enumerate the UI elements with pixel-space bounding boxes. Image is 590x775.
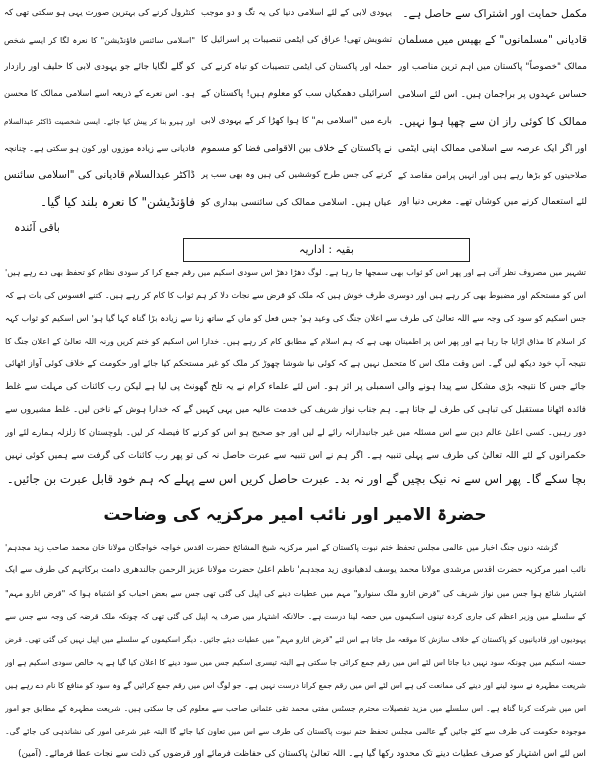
text-line: نے پاکستان کے خلاف بین الاقوامی فضا کو مسموم [201, 143, 392, 154]
text-line: صلاحیتوں کو بڑھا رہے ہیں اور انہیں پرامن مقاصد کے [398, 170, 587, 180]
text-line: بچا سکے گا۔ پھر اس سے نہ نیک بچیں گے اور نہ بد۔ عبرت حاصل کریں اس سے پہلے کہ ہم خود قابل عبرت بن جائیں۔ [6, 472, 586, 486]
text-line: اور اگر ایک عرصہ سے اسلامی ممالک اپنی ایٹمی [398, 143, 587, 154]
text-line: یہودیوں اور قادیانیوں کو پاکستان کے خلاف سازش کا موقعہ مل جاتا ہے اس لئے "قرض اتارو مہم" میں عطیات دیئے جائیں۔ دیگر اسکیموں کے سلسلے میں اپیل نہیں کی گئی تھی۔ قرض [5, 635, 586, 644]
text-line: نائب امیر مرکزیہ حضرت اقدس مرشدی مولانا محمد یوسف لدھیانوی زید مجدہم' ناظم اعلیٰ حضرت مولانا عزیز الرحمن جالندھری دامت برکاتہم کی طرف سے ایک [5, 565, 586, 575]
text-line: اس لئے اس اشتہار کو صرف عطیات دینے تک محدود رکھا گیا ہے۔ اللہ تعالیٰ پاکستان کی حفاظت فرمائے اور قرضوں کی ذلت سے نجات عطا فرمائے۔ (آمین) [18, 749, 586, 759]
continuation-label-box: بقیہ : اداریہ [183, 238, 470, 262]
text-line: ڈاکٹر عبدالسلام قادیانی کی "اسلامی سائنس [4, 169, 195, 181]
clarification-heading: حضرۃ الامیر اور نائب امیر مرکزیہ کی وضاحت [103, 505, 487, 525]
text-line: قادیانی سے زیادہ موزوں اور کون ہو سکتی ہے۔ چنانچہ [4, 143, 195, 153]
text-line: حسنہ اسکیم میں چونکہ سود نہیں دیا جاتا اس لئے اس میں رقم جمع کرائی جا سکتی ہے البتہ تیسری اسکیم جس میں سود دینے کا اعلان کیا گیا ہے یہ خالص سودی اسکیم ہے اور [5, 658, 586, 667]
text-line: اسرائیلی دھمکیاں سب کو معلوم ہیں! پاکستان کے [201, 89, 392, 99]
text-line: کے سلسلے میں وزیر اعظم کی جاری کردہ تینوں اسکیموں میں حصہ لینا درست ہے۔ حالانکہ اشتہار میں صرف یہ اپیل کی گئی تھی کہ چونکہ ملک قرضہ کی وجہ سے جس سے [5, 612, 586, 621]
text-line: ممالک "خصوصاً" پاکستان میں اہم ترین مناصب اور [398, 62, 587, 72]
text-line: کر اسلام کا مذاق اڑایا جا رہا ہے اور پھر اس پر اطمینان بھی ہے کہ ہم اسلام کے مطابق کام کر رہے ہیں۔ خدارا اس اسکیم کو ختم کریں ورنہ اللہ تعالیٰ کے اعلان جنگ کا [5, 337, 586, 346]
text-line: عیاں ہیں۔ اسلامی ممالک کی سائنسی بیداری کو [201, 197, 392, 208]
text-line: مکمل حمایت اور اشتراک سے حاصل ہے۔ [402, 7, 587, 20]
text-line: کرنے کی جس طرح کوششیں کی ہیں وہ بھی سب پر [201, 170, 392, 180]
text-line: موجودہ حکومت کی طرف سے کئے جائیں گے عالمی مجلس تحفظ ختم نبوت پاکستان کی طرف سے اس میں تعاون کیا جائے گا البتہ غیر شرعی امور کی نشاندہی کی جائے گی۔ [5, 727, 586, 736]
text-line: اور ہیرو بنا کر پیش کیا جائے۔ ایسی شخصیت ڈاکٹر عبدالسلام [4, 117, 195, 126]
text-line: دور رہیں۔ کسی اعلیٰ عالم دین سے اس مسئلہ میں غیر جانبدارانہ رائے لے لیں اور جو صحیح ہو اس کو کرنے کا فیصلہ کر لیں۔ بلوچستان کا زلزلہ ہمارے لئے اور [5, 428, 586, 438]
text-line: بارے میں "اسلامی بم" کا ہوا کھڑا کر کے یہودی لابی [201, 116, 392, 126]
text-line: اس کو مستحکم اور مضبوط بھی کر رہے ہیں اور دوسری طرف خوش ہیں کہ ملک کو قرض سے نجات دلا کر ہم ثواب کا کام کر رہے ہیں۔ کتنے افسوس کی بات ہے کہ [5, 290, 586, 300]
text-line: تشہیر میں مصروف نظر آتی ہے اور پھر اس کو ثواب بھی سمجھا جا رہا ہے۔ لوگ دھڑا دھڑ اس سودی اسکیم میں رقم جمع کرا کر سودی نظام کو تحفظ بھی دے رہے ہیں' [5, 268, 586, 277]
text-line: گزشتہ دنوں جنگ اخبار میں عالمی مجلس تحفظ ختم نبوت پاکستان کے امیر مرکزیہ شیخ المشائخ حضرت اقدس خواجہ خواجگان مولانا خان محمد صاحب زید مجدہم' [5, 543, 558, 552]
text-line: جائے جس کا نتیجہ بڑی مشکل سے پیدا ہونے والی اسمبلی پر اثر ہو۔ اس لئے علماء کرام نے یہ تلخ گھونٹ پی لیا ہے لیکن رب کائنات کی مہلت سے غلط [5, 382, 586, 392]
text-line: حملہ اور پاکستان کی ایٹمی تنصیبات کو تباہ کرنے کی [201, 62, 392, 72]
text-line: جس اسکیم کو سود کی وجہ سے اللہ تعالیٰ کی طرف سے اعلان جنگ کی وعید ہو' جس فعل کو ماں کے ساتھ زنا سے زیادہ بڑا گناہ کہا گیا ہو' اس اسکیم کو ثواب کہہ [5, 313, 586, 323]
text-line: "اسلامی سائنس فاؤنڈیشن" کا نعرہ لگا کر ایسے شخص [4, 36, 195, 45]
text-line: ہو۔ اس نعرے کے ذریعہ اسے اسلامی ممالک کا محسن [4, 89, 195, 99]
editorial-continuation [5, 261, 586, 491]
text-line: شریعت مطہرہ نے سود لینے اور دینے کی ممانعت کی ہے اس لئے اس میں رقم جمع کرانا درست نہیں ہے۔ جو لوگ اس میں رقم جمع کرائیں گے وہ سود کو منافع کا نام دے رہے ہیں [5, 681, 586, 690]
text-line: نتیجہ آپ خود دیکھ لیں گے۔ اس وقت ملک اس کا متحمل نہیں ہے کہ کوئی نیا شوشا چھوڑ کر ملک کو غیر مستحکم کیا جائے اور حکومت کے خلاف کوئی آواز اٹھائی [5, 359, 586, 369]
column-middle [201, 0, 392, 216]
text-line: حکمرانوں کے لئے اللہ تعالیٰ کی طرف سے پہلی تنبیہ ہے۔ اگر ہم نے اس تنبیہ سے عبرت حاصل نہ کی تو پھر رب کائنات کی گرفت سے ہمیں کوئی نہیں [5, 451, 586, 461]
text-line: کنٹرول کرنے کی بہترین صورت یہی ہو سکتی تھی کہ [4, 8, 195, 18]
text-line: فائدہ اٹھانا مستقبل کی تباہی کی طرف لے جاتا ہے۔ ہم جناب نواز شریف کی خدمت عالیہ میں یہی کہیں گے کہ خدارا ہوش کے ناخن لیں۔ غلط مشیروں سے [5, 405, 586, 415]
text-line: لئے استعمال کرنے میں کوشاں تھے۔ مغربی دنیا اور [398, 197, 587, 207]
text-line: کو گلے لگایا جائے جو یہودی لابی کا حلیف اور رازدار [4, 62, 195, 72]
text-line: حساس عہدوں پر براجمان ہیں۔ اس لئے اسلامی [398, 89, 587, 100]
text-line: قادیانی "مسلمانوں" کے بھیس میں مسلمان [398, 34, 587, 46]
column-left [4, 0, 195, 216]
column-right [398, 0, 587, 216]
to-be-continued-note: باقی آئندہ [14, 221, 60, 234]
clarification-body [5, 536, 586, 766]
text-line: فاؤنڈیشن" کا نعرہ بلند کیا گیا۔ [40, 195, 195, 209]
text-line: تشویش تھی! عراق کی ایٹمی تنصیبات پر اسرائیل کا [201, 35, 392, 45]
text-line: یہودی لابی کے لئے اسلامی دنیا کی یہ تگ و دو موجب [201, 8, 392, 18]
text-line: اشتہار شائع ہوا جس میں نواز شریف کی "قرض اتارو ملک سنوارو" مہم میں عطیات دینے کی اپیل کی گئی تھی جس سے بعض احباب کو اشتباہ ہوا کہ "قرض اتارو مہم" [5, 589, 586, 598]
text-line: اس میں شرکت کرنا گناہ ہے۔ اس سلسلے میں مزید تفصیلات محترم جسٹس مفتی محمد تقی عثمانی صاحب سے معلوم کی جا سکتی ہیں۔ شریعت مطہرہ کے مطابق جو امور [5, 704, 586, 713]
text-line: ممالک کا کوئی راز ان سے چھپا ہوا نہیں۔ [398, 115, 587, 128]
